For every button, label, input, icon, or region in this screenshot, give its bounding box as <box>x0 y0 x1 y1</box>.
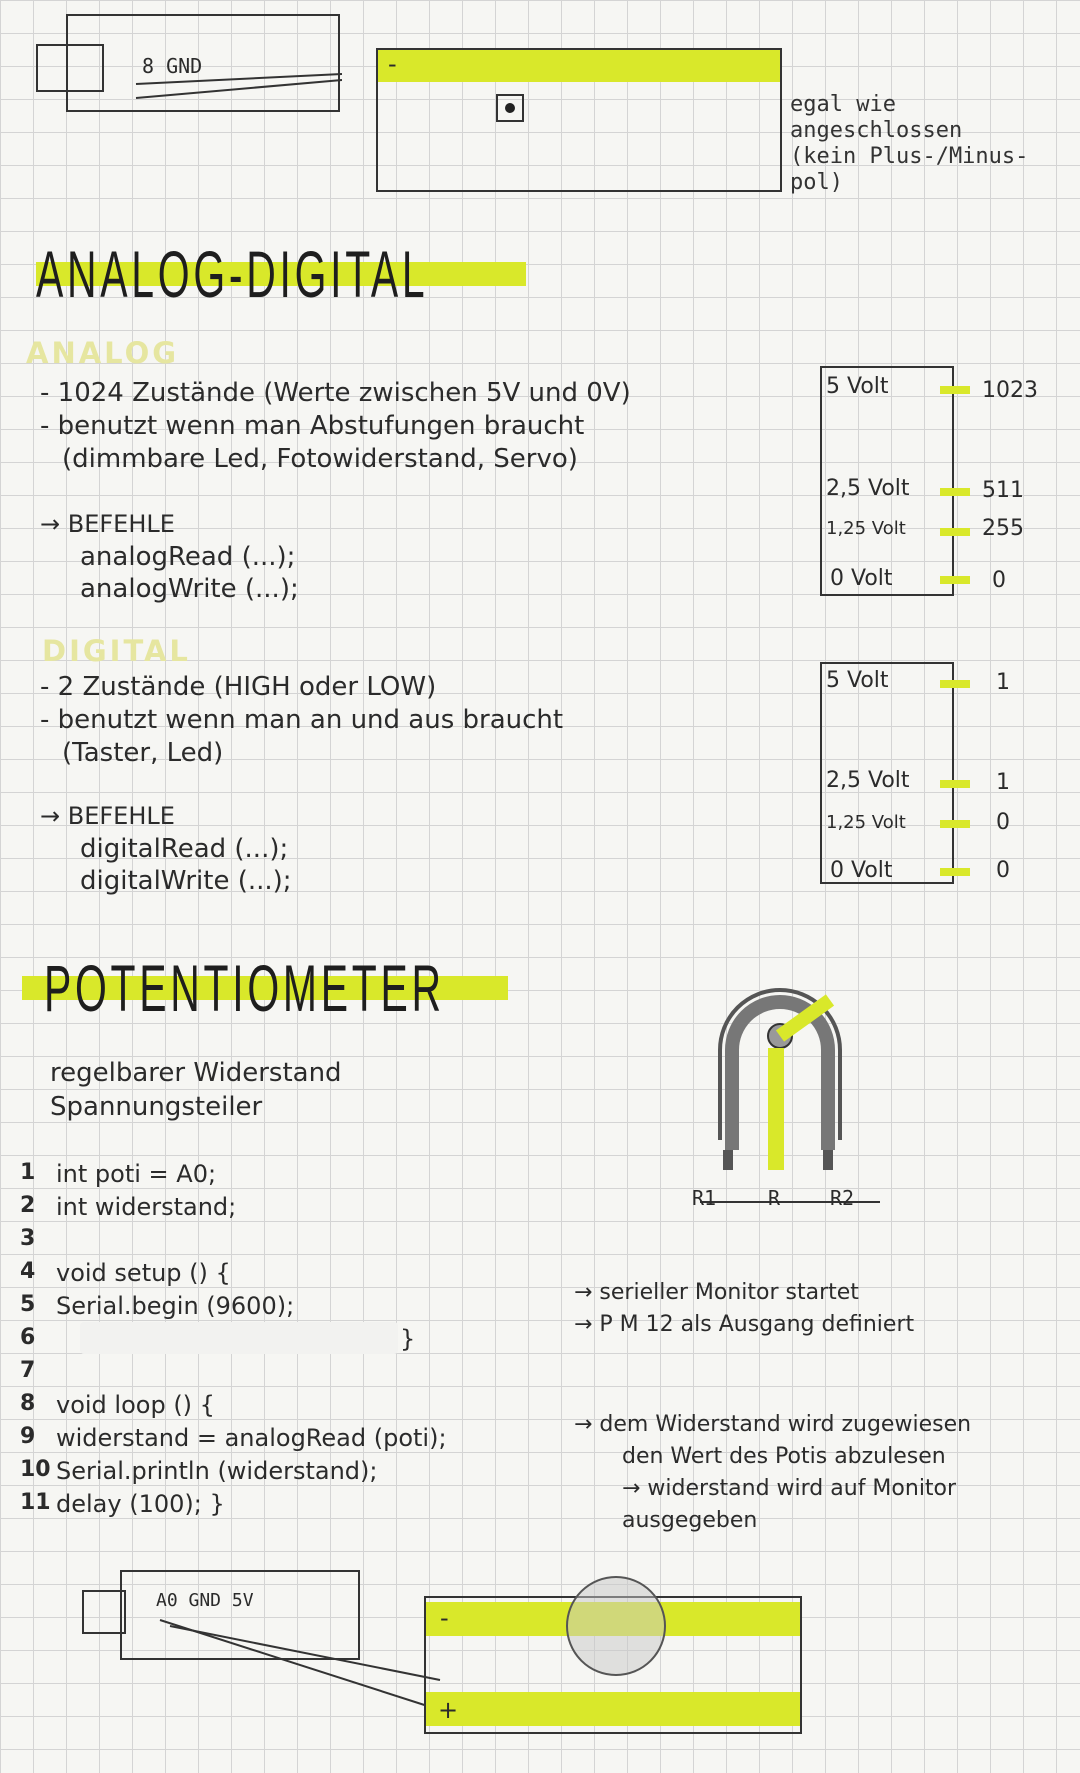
analog-value-1: 1023 <box>982 378 1038 403</box>
digital-value-4: 0 <box>996 858 1010 883</box>
digital-value-1: 1 <box>996 670 1010 695</box>
digital-volt-4: 0 Volt <box>830 858 893 883</box>
analog-command-2: analogWrite (...); <box>80 574 299 604</box>
analog-value-2: 511 <box>982 478 1024 503</box>
analog-volt-3: 1,25 Volt <box>826 518 906 539</box>
digital-line-2: - benutzt wenn man an und aus braucht <box>40 705 564 735</box>
analog-heading: ANALOG <box>26 336 180 370</box>
potentiometer-drawing <box>680 940 890 1220</box>
code-line: 6 } <box>20 1325 416 1353</box>
pot-label-r1: R1 <box>692 1186 717 1210</box>
analog-line-3: (dimmbare Led, Fotowiderstand, Servo) <box>62 444 578 474</box>
code-line: 2 int widerstand; <box>20 1193 237 1221</box>
code-line: 5 Serial.begin (9600); <box>20 1292 295 1320</box>
code-note-4: den Wert des Potis abzulesen <box>622 1444 946 1469</box>
led-dot-icon <box>496 94 524 122</box>
code-line: 7 <box>20 1358 36 1383</box>
code-note-1: → serieller Monitor startet <box>574 1280 859 1305</box>
top-breadboard-sketch <box>36 14 342 110</box>
digital-volt-1: 5 Volt <box>826 668 889 693</box>
code-note-6: ausgegeben <box>622 1508 758 1533</box>
whiteout-patch <box>80 1322 398 1354</box>
digital-value-3: 0 <box>996 810 1010 835</box>
top-minus-sign: - <box>388 50 397 78</box>
code-line: 11 delay (100); } <box>20 1490 225 1518</box>
analog-value-4: 0 <box>992 568 1006 593</box>
pot-label-r: R <box>768 1186 781 1210</box>
bottom-breadboard <box>424 1596 802 1734</box>
digital-command-2: digitalWrite (...); <box>80 866 292 896</box>
digital-line-3: (Taster, Led) <box>62 738 224 768</box>
digital-value-2: 1 <box>996 770 1010 795</box>
analog-digital-title: ANALOG-DIGITAL <box>36 237 429 311</box>
analog-value-3: 255 <box>982 516 1024 541</box>
top-breadboard <box>376 48 782 192</box>
code-line: 9 widerstand = analogRead (poti); <box>20 1424 447 1452</box>
analog-volt-1: 5 Volt <box>826 374 889 399</box>
bottom-minus-sign: - <box>440 1604 449 1632</box>
top-note: egal wie angeschlossen (kein Plus-/Minus- pol) <box>790 92 1029 195</box>
code-note-2: → P M 12 als Ausgang definiert <box>574 1312 915 1337</box>
top-pin-label: 8 GND <box>142 54 203 78</box>
code-line: 10 Serial.println (widerstand); <box>20 1457 378 1485</box>
pot-desc-1: regelbarer Widerstand <box>50 1058 342 1088</box>
digital-command-1: digitalRead (...); <box>80 834 289 864</box>
digital-commands-heading: → BEFEHLE <box>40 802 175 830</box>
code-line: 8 void loop () { <box>20 1391 215 1419</box>
code-line: 4 void setup () { <box>20 1259 231 1287</box>
digital-heading: DIGITAL <box>42 634 191 668</box>
pot-label-r2: R2 <box>830 1186 855 1210</box>
analog-line-2: - benutzt wenn man Abstufungen braucht <box>40 411 585 441</box>
analog-commands-heading: → BEFEHLE <box>40 510 175 538</box>
analog-line-1: - 1024 Zustände (Werte zwischen 5V und 0V) <box>40 378 631 408</box>
bottom-pin-label: A0 GND 5V <box>156 1590 254 1611</box>
analog-command-1: analogRead (...); <box>80 542 296 572</box>
bottom-plus-sign: + <box>438 1696 459 1724</box>
potentiometer-title: POTENTIOMETER <box>44 951 445 1025</box>
bottom-potentiometer-icon <box>566 1576 666 1676</box>
analog-volt-4: 0 Volt <box>830 566 893 591</box>
digital-volt-2: 2,5 Volt <box>826 768 910 793</box>
code-note-5: → widerstand wird auf Monitor <box>622 1476 957 1501</box>
analog-volt-2: 2,5 Volt <box>826 476 910 501</box>
digital-line-1: - 2 Zustände (HIGH oder LOW) <box>40 672 437 702</box>
code-note-3: → dem Widerstand wird zugewiesen <box>574 1412 972 1437</box>
code-line: 3 <box>20 1226 36 1251</box>
digital-volt-3: 1,25 Volt <box>826 812 906 833</box>
pot-desc-2: Spannungsteiler <box>50 1092 263 1122</box>
code-line: 1 int poti = A0; <box>20 1160 217 1188</box>
